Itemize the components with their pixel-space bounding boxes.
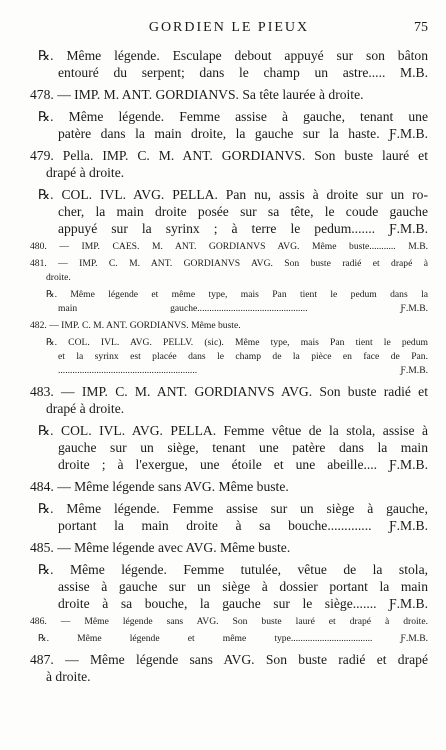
entry-483-rev [30, 422, 428, 473]
entry-line: appuyé sur la syrinx ; à terre le pedum....... Ƒ.M.B. [58, 221, 428, 236]
entry-line: ℞. COL. IVL. AVG. PELLA. Femme vêtue de la stola, assise à [38, 423, 428, 438]
entry-477-rev [30, 47, 428, 81]
entry-line: gauche sur un siège, tenant une patère dans la main [58, 440, 428, 455]
entry-line: ℞. Même légende et même type, mais Pan tient le pedum dans la [46, 289, 428, 300]
entry-line: droite à sa bouche, la gauche sur le siège....... Ƒ.M.B. [58, 596, 428, 611]
entry-line: et la syrinx est placée dans le champ de la pièce en face de Pan. [58, 351, 428, 362]
catalogue-body [30, 47, 428, 685]
entry-line: 487. — Même légende sans AVG. Son buste radié et drapé [30, 652, 428, 667]
entry-482-rev [30, 336, 428, 378]
entry-line: 484. — Même légende sans AVG. Même buste. [30, 479, 289, 494]
entry-line: ℞. Même légende. Femme tutulée, vêtue de la stola, [38, 562, 428, 577]
entry-line: 481. — IMP. C. M. ANT. GORDIANVS AVG. Son buste radié et drapé à [30, 258, 428, 269]
entry-485-rev [30, 561, 428, 612]
entry-487 [30, 651, 428, 685]
entry-line: ℞. Même légende et même type.................................. Ƒ.M.B. [38, 633, 428, 644]
entry-line: ℞. Même légende. Esculape debout appuyé sur son bâton [38, 48, 428, 63]
entry-line: entouré du serpent; dans le champ un astre..... M.B. [58, 65, 428, 80]
entry-line: main gauche.............................................. Ƒ.M.B. [58, 303, 428, 314]
entry-line: drapé à droite. [46, 401, 125, 416]
entry-line: ℞. COL. IVL. AVG. PELLV. (sic). Même type, mais Pan tient le pedum [46, 337, 428, 348]
entry-486 [30, 615, 428, 629]
entry-483 [30, 383, 428, 417]
entry-484-rev [30, 500, 428, 534]
entry-line: cher, la main droite posée sur sa tête, le coude gauche [58, 204, 428, 219]
entry-line: assise à gauche sur un siège à dossier portant la main [58, 579, 428, 594]
page-number: 75 [414, 20, 428, 35]
entry-line: 479. Pella. IMP. C. M. ANT. GORDIANVS. Son buste lauré et [30, 148, 428, 163]
entry-478-rev [30, 108, 428, 142]
entry-line: 478. — IMP. M. ANT. GORDIANVS. Sa tête laurée à droite. [30, 87, 364, 102]
entry-line: 485. — Même légende avec AVG. Même buste. [30, 540, 291, 555]
entry-480 [30, 240, 428, 254]
page-header [30, 20, 428, 42]
entry-line: 480. — IMP. CAES. M. ANT. GORDIANVS AVG. Même buste........... M.B. [30, 241, 428, 252]
running-title: GORDIEN LE PIEUX [148, 20, 310, 35]
entry-478 [30, 86, 428, 103]
entry-485 [30, 539, 428, 556]
entry-line: droite ; à l'exergue, une étoile et une abeille.... Ƒ.M.B. [58, 457, 428, 472]
entry-line: 486. — Même légende sans AVG. Son buste lauré et drapé à droite. [30, 616, 428, 627]
entry-line: à droite. [46, 669, 91, 684]
entry-479-rev [30, 186, 428, 237]
entry-line: ℞. COL. IVL. AVG. PELLA. Pan nu, assis à droite sur un ro- [38, 187, 428, 202]
entry-line: ℞. Même légende. Femme assise sur un siège à gauche, [38, 501, 428, 516]
entry-line: 482. — IMP. C. M. ANT. GORDIANVS. Même buste. [30, 320, 241, 331]
entry-line: patère dans la main droite, la gauche sur la haste. Ƒ.M.B. [58, 126, 428, 141]
entry-484 [30, 478, 428, 495]
entry-line: droite. [46, 272, 71, 283]
entry-line: portant la main droite à sa bouche............. Ƒ.M.B. [58, 518, 428, 533]
entry-482 [30, 319, 428, 333]
entry-486-rev [30, 632, 428, 646]
entry-line: ℞. Même légende. Femme assise à gauche, tenant une [38, 109, 428, 124]
entry-line: .......................................................... Ƒ.M.B. [58, 365, 428, 376]
entry-line: drapé à droite. [46, 165, 125, 180]
entry-481-rev [30, 288, 428, 316]
entry-line: 483. — IMP. C. M. ANT. GORDIANVS AVG. Son buste radié et [30, 384, 428, 399]
entry-481 [30, 257, 428, 285]
entry-479 [30, 147, 428, 181]
